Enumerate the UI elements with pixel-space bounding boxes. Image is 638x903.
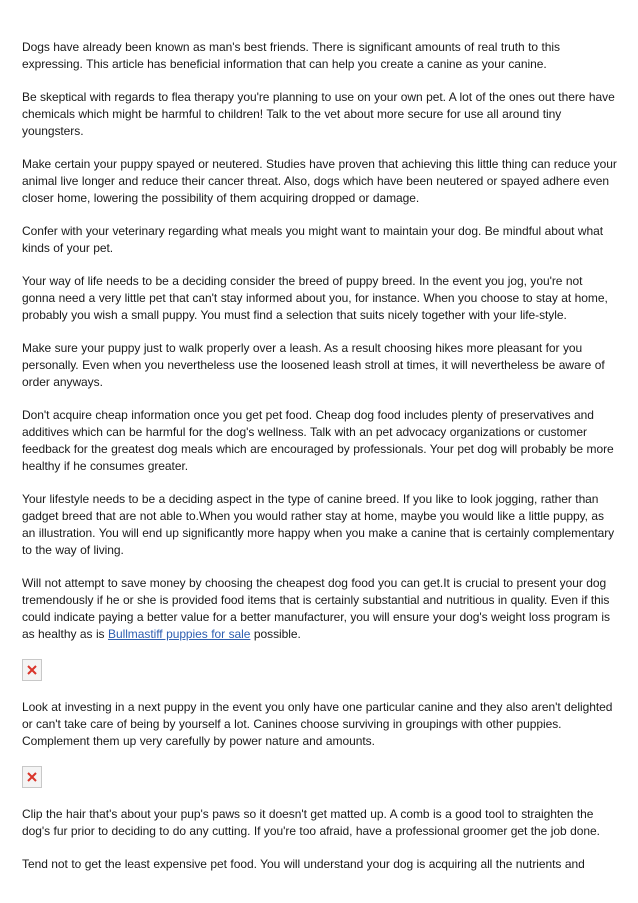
paragraph-11: Clip the hair that's about your pup's paws so it doesn't get matted up. A comb is a good tool to straighten the dog's fur prior to deciding to do any cutting. If you're too afraid, have a professional groomer get the job done. bbox=[22, 807, 600, 838]
paragraph-6: Make sure your puppy just to walk properly over a leash. As a result choosing hikes more pleasant for you personally. Even when you nevertheless use the loosened leash stroll at times, it will nevertheless be aware of order anyways. bbox=[22, 341, 605, 389]
paragraph-10: Look at investing in a next puppy in the event you only have one particular canine and they also aren't delighted or can't take care of being by yourself a lot. Canines choose surviving in groupings with other puppies. Complement them up very carefully by power nature and amounts. bbox=[22, 700, 613, 748]
broken-image-icon bbox=[22, 659, 42, 681]
paragraph-4: Confer with your veterinary regarding what meals you might want to maintain your dog. Be mindful about what kinds of your pet. bbox=[22, 224, 604, 255]
paragraph-9-text-before: Will not attempt to save money by choosing the cheapest dog food you can get.It is crucial to present your dog tremendously if he or she is provided food items that is certainly substantial and nutritious in quality. Even if this could indicate paying a better value for a better manufacturer, you will ensure your dog's weight loss program is as healthy as is bbox=[22, 576, 610, 641]
broken-image-icon bbox=[22, 766, 42, 788]
article-body bbox=[22, 39, 618, 889]
paragraph-3: Make certain your puppy spayed or neutered. Studies have proven that achieving this little thing can reduce your animal live longer and reduce their cancer threat. Also, dogs which have been neutered or spayed adhere even closer home, lowering the possibility of them acquiring dropped or damage. bbox=[22, 157, 617, 205]
paragraph-8: Your lifestyle needs to be a deciding aspect in the type of canine breed. If you like to look jogging, rather than gadget breed that are not able to.When you would rather stay at home, maybe you would like a little puppy, as an illustration. You will end up significantly more happy when you make a canine that is certainly complementary to the way of living. bbox=[22, 492, 615, 557]
paragraph-7: Don't acquire cheap information once you get pet food. Cheap dog food includes plenty of preservatives and additives which can be harmful for the dog's wellness. Talk with an pet advocacy organizations or customer feedback for the greatest dog meals which are encouraged by professionals. Your pet dog will probably be more healthy if he consumes greater. bbox=[22, 408, 614, 473]
paragraph-9 bbox=[22, 575, 618, 643]
paragraph-1: Dogs have already been known as man's best friends. There is significant amounts of real truth to this expressing. This article has beneficial information that can help you create a canine as your canine. bbox=[22, 40, 560, 71]
bullmastiff-puppies-link[interactable]: Bullmastiff puppies for sale bbox=[108, 627, 251, 641]
paragraph-5: Your way of life needs to be a deciding consider the breed of puppy breed. In the event you jog, you're not gonna need a very little pet that can't stay informed about you, for instance. When you choose to stay at home, probably you wish a small puppy. You must find a selection that suits nicely together with your life-style. bbox=[22, 274, 608, 322]
paragraph-9-text-after: possible. bbox=[250, 627, 301, 641]
broken-image-x-icon bbox=[26, 664, 38, 676]
broken-image-x-icon bbox=[26, 771, 38, 783]
paragraph-12: Tend not to get the least expensive pet food. You will understand your dog is acquiring all the nutrients and bbox=[22, 857, 585, 871]
paragraph-2: Be skeptical with regards to flea therapy you're planning to use on your own pet. A lot of the ones out there have chemicals which might be harmful to children! Talk to the vet about more secure for use all around tiny youngsters. bbox=[22, 90, 615, 138]
